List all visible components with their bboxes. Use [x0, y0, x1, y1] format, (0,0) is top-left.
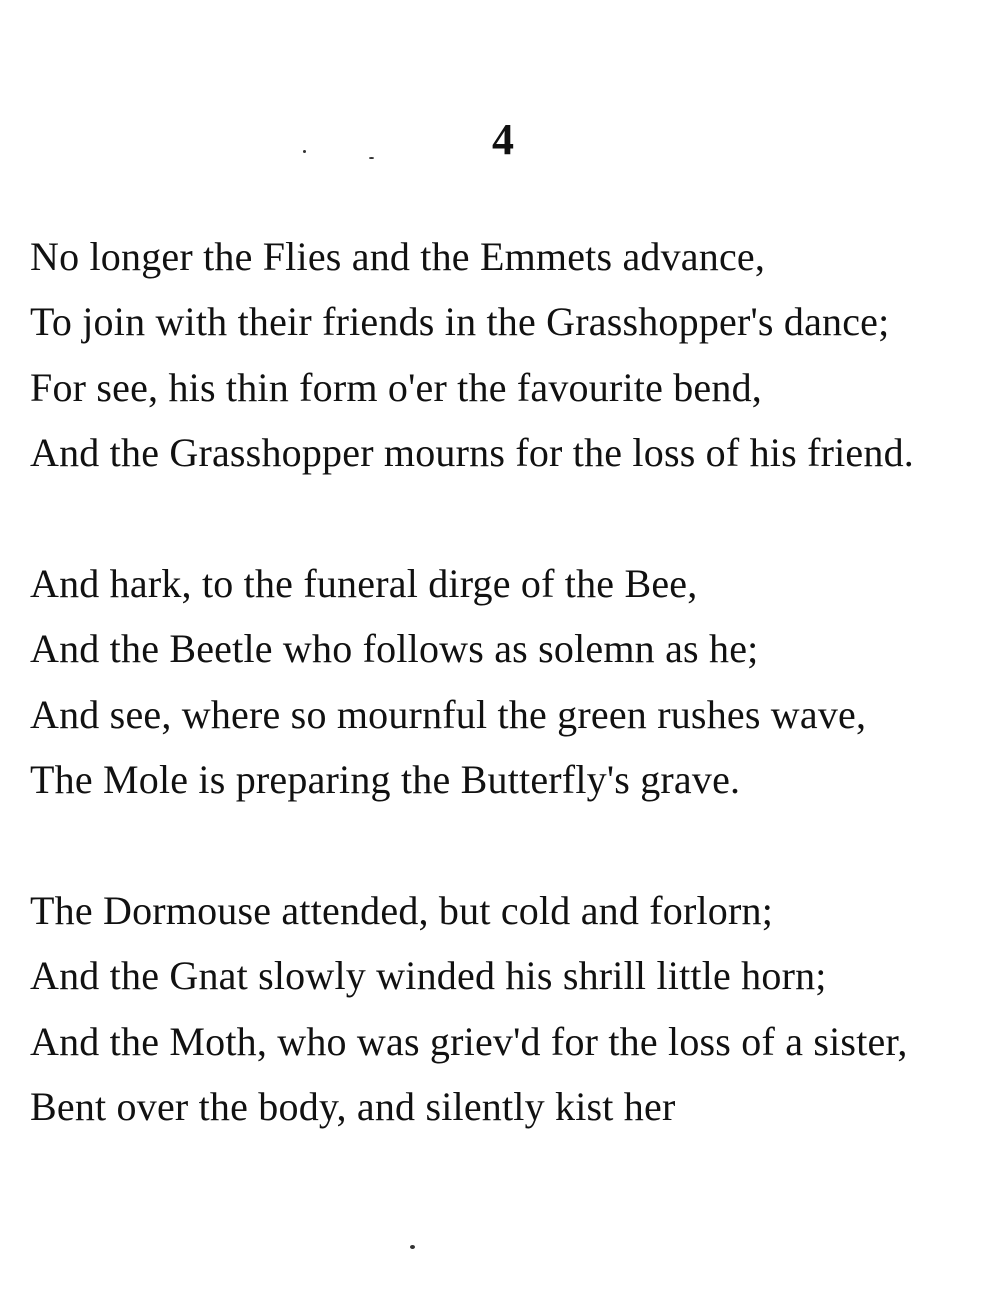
- stanza-1: [30, 224, 995, 485]
- stanza-2: [30, 551, 995, 812]
- stanza-3: [30, 878, 995, 1139]
- ink-speck: [369, 157, 374, 159]
- ink-speck: [410, 1245, 415, 1249]
- poem-line: For see, his thin form o'er the favourite bend,: [30, 364, 762, 410]
- poem-line: And hark, to the funeral dirge of the Bee,: [30, 561, 698, 606]
- poem-line: No longer the Flies and the Emmets advance,: [30, 234, 766, 279]
- poem-line: And the Gnat slowly winded his shrill little horn;: [30, 953, 827, 999]
- poem-line: Bent over the body, and silently kist her: [30, 1083, 676, 1129]
- ink-speck: [303, 150, 306, 153]
- poem-line: And see, where so mournful the green rushes wave,: [30, 691, 867, 737]
- poem-line: To join with their friends in the Grasshopper's dance;: [30, 299, 890, 345]
- poem-line: And the Moth, who was griev'd for the loss of a sister,: [30, 1018, 908, 1064]
- page-number: 4: [492, 115, 514, 164]
- poem-line: And the Grasshopper mourns for the loss of his friend.: [30, 429, 914, 475]
- poem-line: And the Beetle who follows as solemn as he;: [30, 626, 759, 672]
- poem-line: The Mole is preparing the Butterfly's grave.: [30, 756, 741, 802]
- poem-line: The Dormouse attended, but cold and forlorn;: [30, 888, 774, 933]
